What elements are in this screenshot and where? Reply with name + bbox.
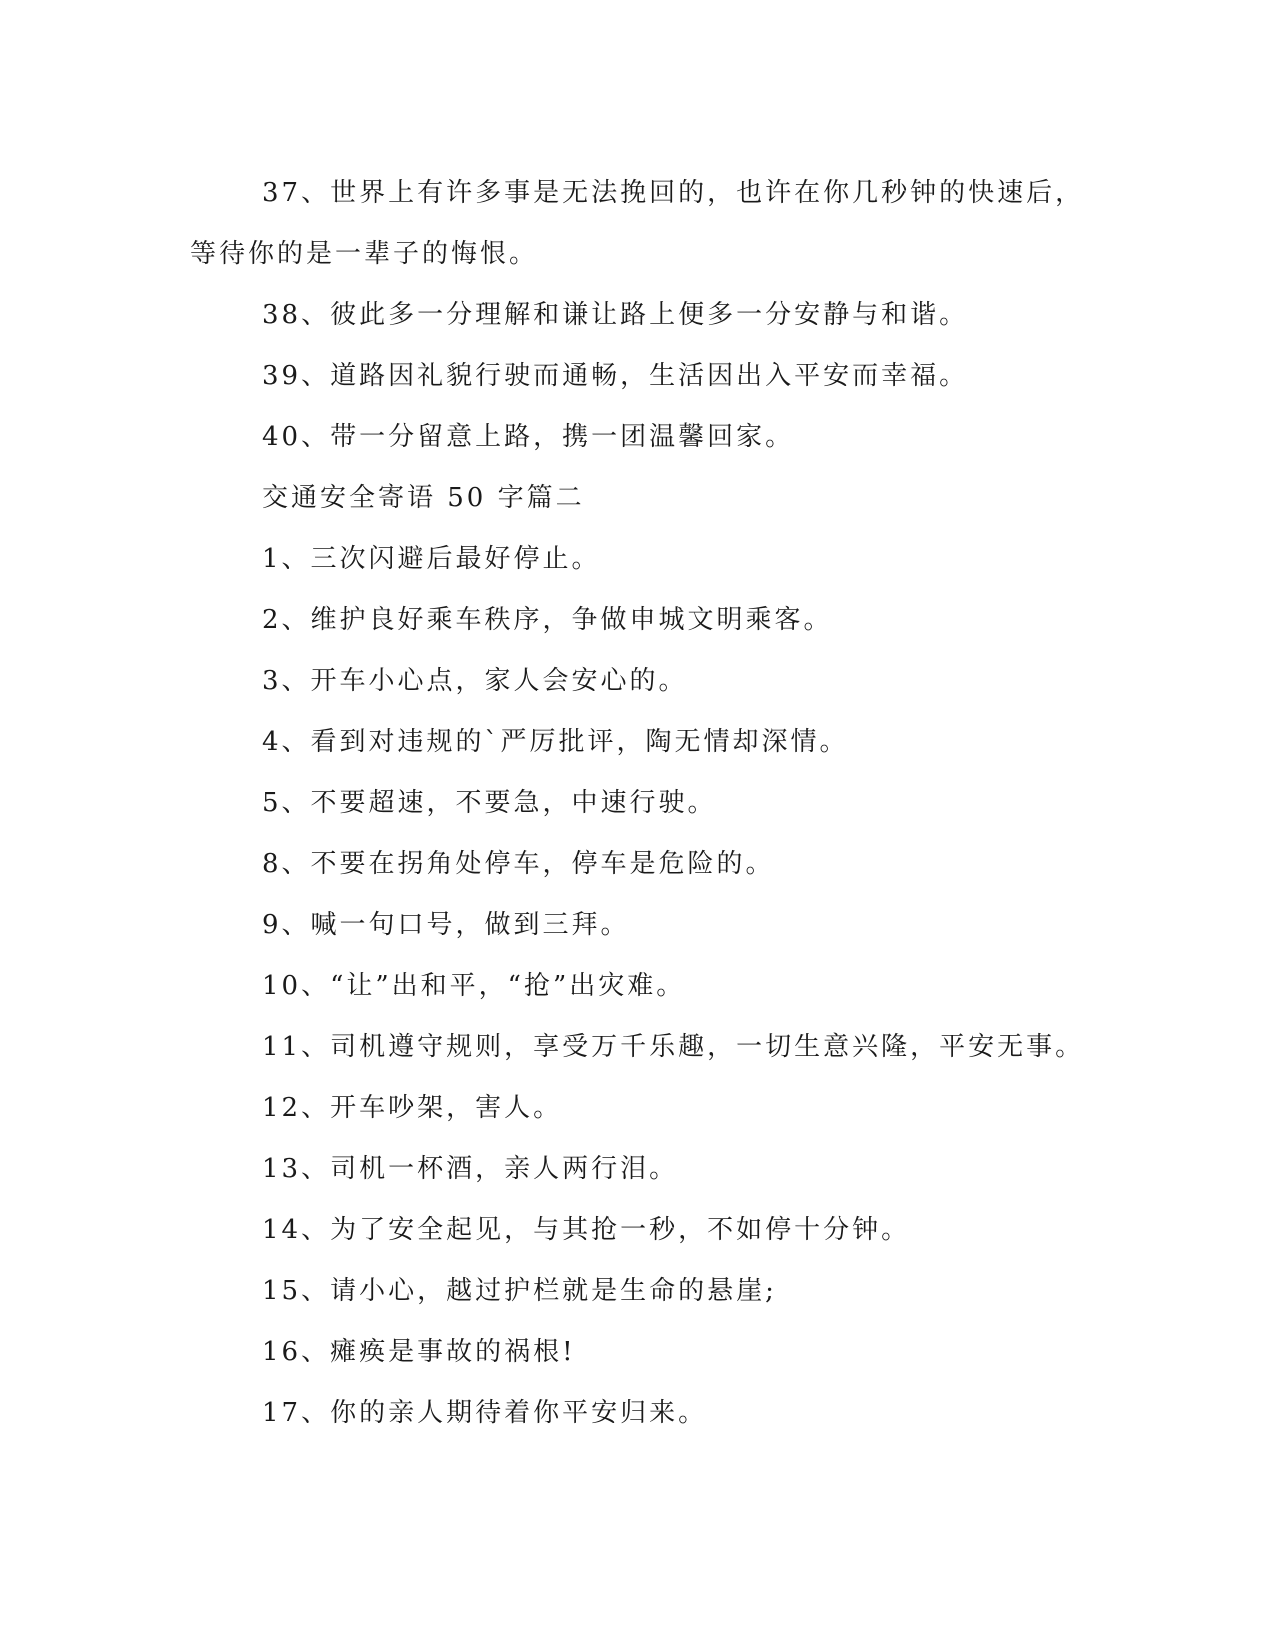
section-heading: 交通安全寄语 50 字篇二 bbox=[262, 483, 585, 513]
paragraph-11: 11、司机遵守规则，享受万千乐趣，一切生意兴隆，平安无事。 bbox=[262, 1032, 1085, 1062]
paragraph-40: 40、带一分留意上路，携一团温馨回家。 bbox=[262, 422, 795, 452]
paragraph-16: 16、瘫痪是事故的祸根! bbox=[262, 1337, 576, 1367]
paragraph-17: 17、你的亲人期待着你平安归来。 bbox=[262, 1398, 708, 1428]
paragraph-3: 3、开车小心点，家人会安心的。 bbox=[262, 666, 688, 696]
paragraph-15: 15、请小心，越过护栏就是生命的悬崖; bbox=[262, 1276, 777, 1306]
paragraph-5: 5、不要超速，不要急，中速行驶。 bbox=[262, 788, 717, 818]
paragraph-39: 39、道路因礼貌行驶而通畅，生活因出入平安而幸福。 bbox=[262, 361, 969, 391]
paragraph-14: 14、为了安全起见，与其抢一秒，不如停十分钟。 bbox=[262, 1215, 911, 1245]
paragraph-9: 9、喊一句口号，做到三拜。 bbox=[262, 910, 630, 940]
paragraph-1: 1、三次闪避后最好停止。 bbox=[262, 544, 601, 574]
paragraph-10: 10、“让”出和平，“抢”出灾难。 bbox=[262, 971, 686, 1001]
paragraph-8: 8、不要在拐角处停车，停车是危险的。 bbox=[262, 849, 775, 879]
document-body bbox=[190, 163, 1090, 1444]
paragraph-37: 37、世界上有许多事是无法挽回的，也许在你几秒钟的快速后，等待你的是一辈子的悔恨。 bbox=[190, 178, 1085, 269]
paragraph-13: 13、司机一杯酒，亲人两行泪。 bbox=[262, 1154, 679, 1184]
paragraph-12: 12、开车吵架，害人。 bbox=[262, 1093, 563, 1123]
paragraph-38: 38、彼此多一分理解和谦让路上便多一分安静与和谐。 bbox=[262, 300, 969, 330]
paragraph-4: 4、看到对违规的`严厉批评，陶无情却深情。 bbox=[262, 727, 849, 757]
paragraph-2: 2、维护良好乘车秩序，争做申城文明乘客。 bbox=[262, 605, 833, 635]
